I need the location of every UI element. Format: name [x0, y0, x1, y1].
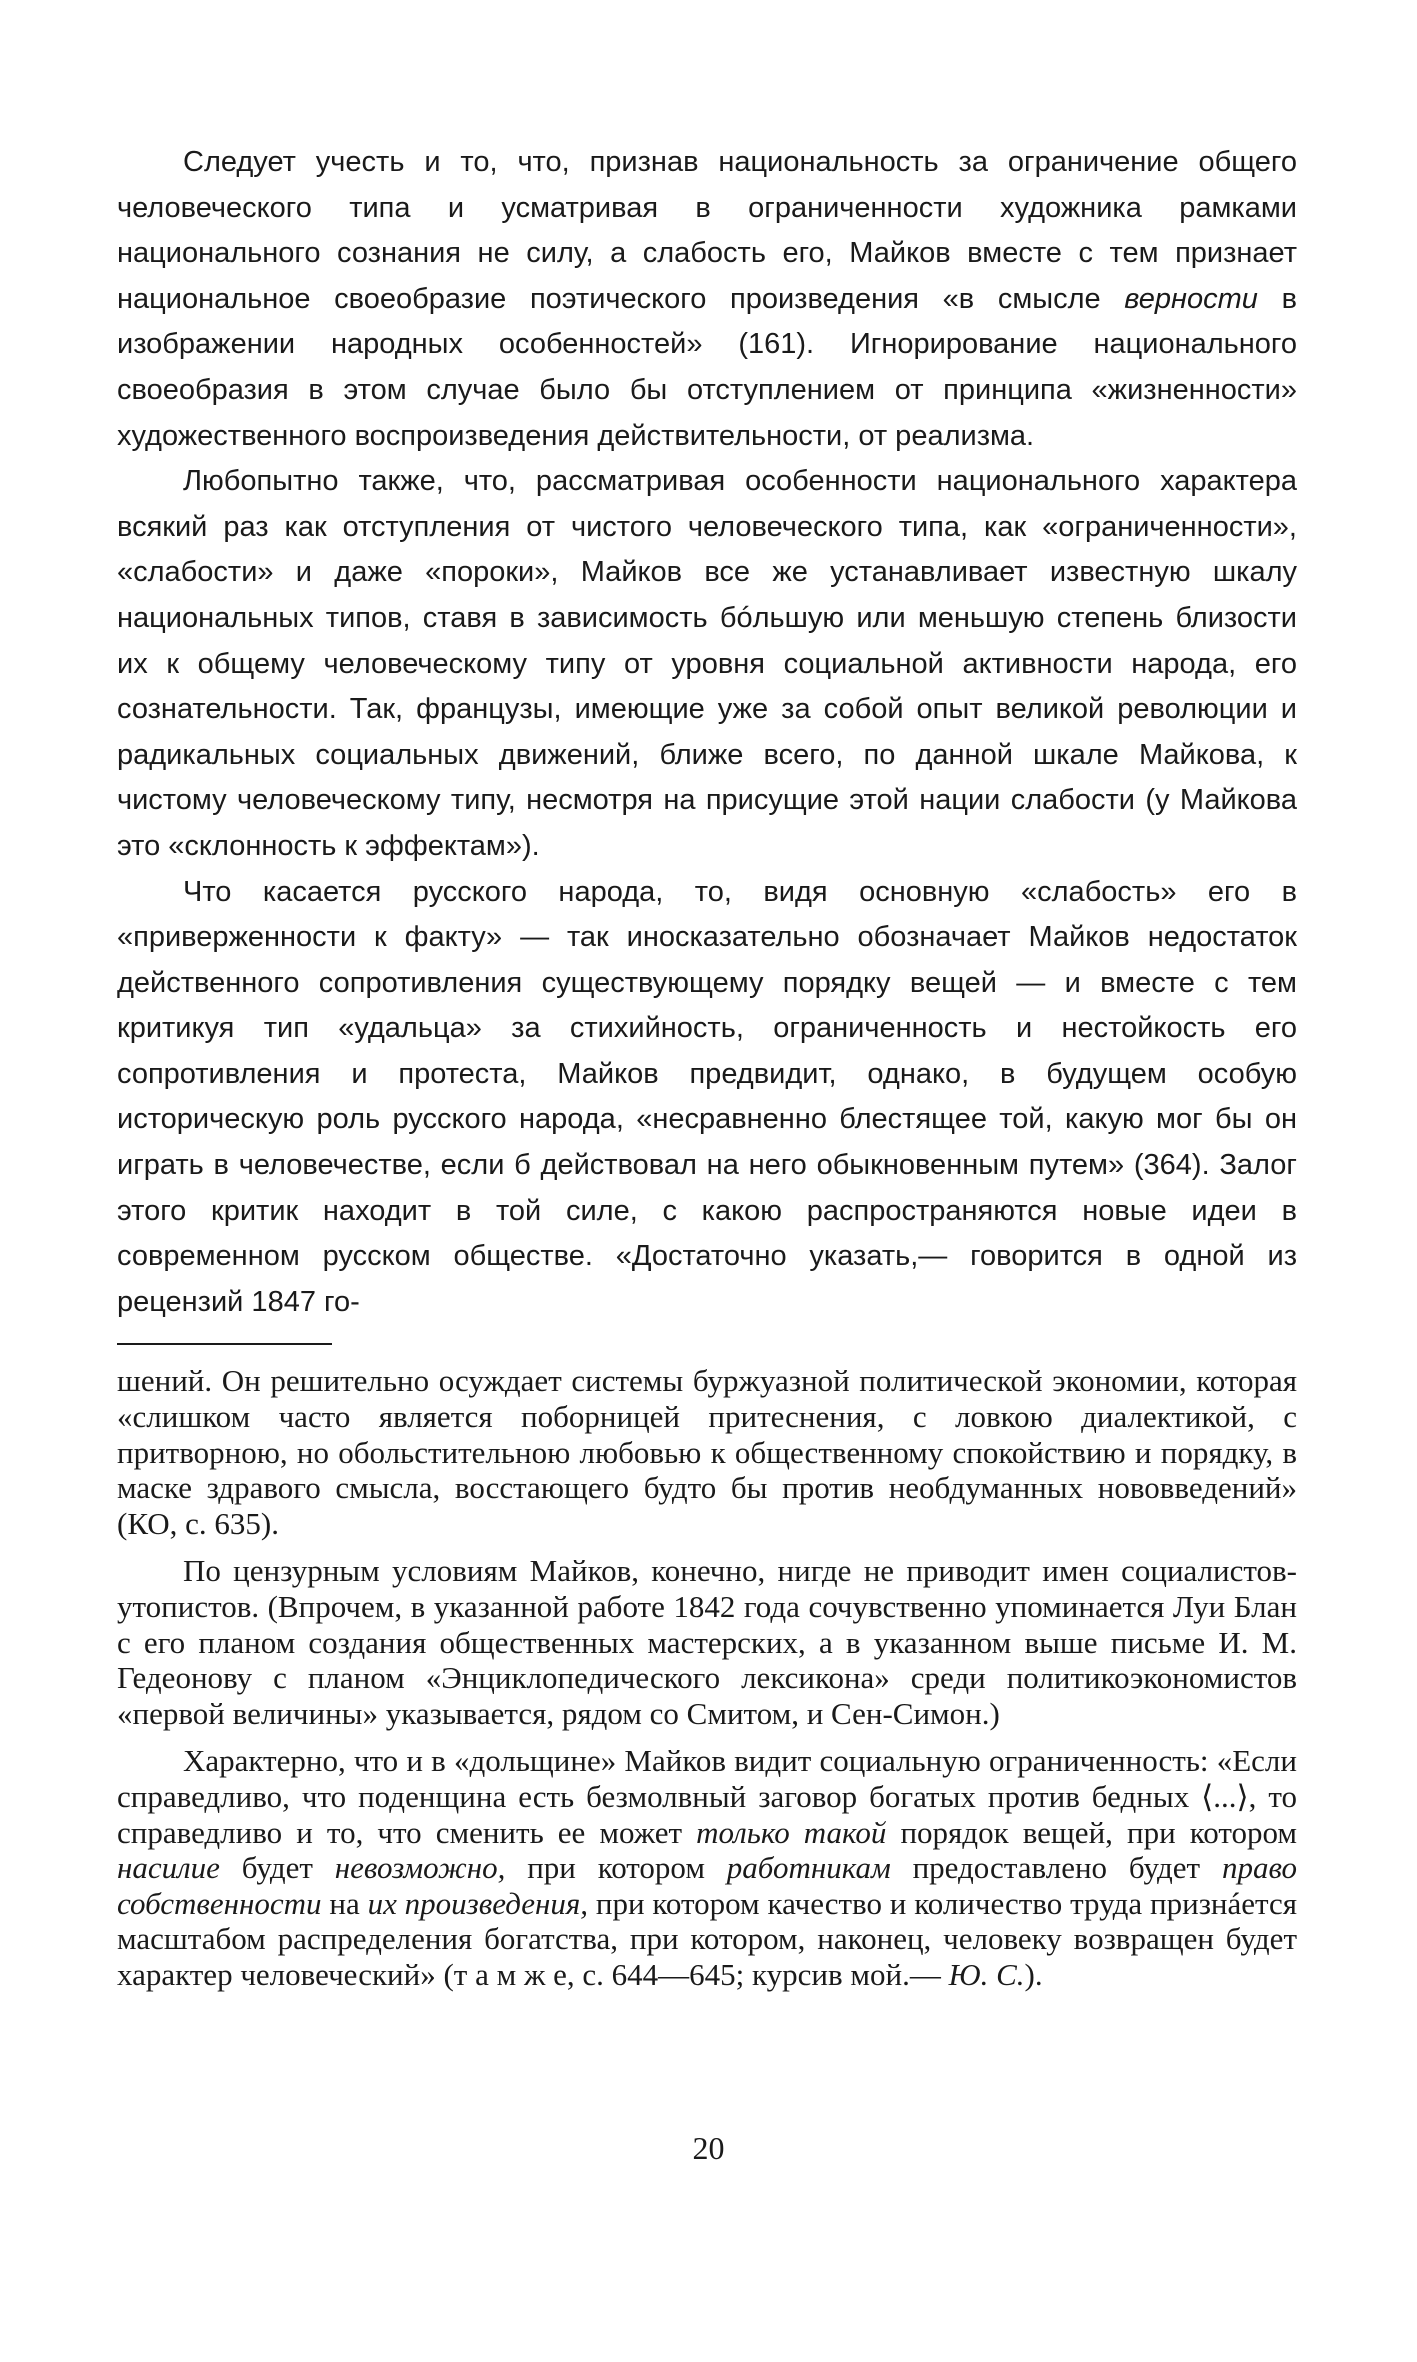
footnote-text: порядок вещей, при котором [886, 1814, 1297, 1850]
footnote-paragraph-3 [117, 1743, 1297, 1992]
italic-emphasis: работникам [726, 1850, 891, 1886]
footnote-continuation: шений. Он решительно осуждает системы буржуазной политической экономии, которая «слишком часто является поборницей притеснения, с ловкою диалектикой, с притворною, но обольстительною любовью к общественному спокойствию и порядку, в маске здравого смысла, восстающего будто бы против необдуманных нововведений» (КО, с. 635). [117, 1363, 1297, 1541]
italic-emphasis: только такой [696, 1814, 887, 1850]
footnote-text: будет [219, 1850, 335, 1886]
page-content [117, 140, 1297, 2005]
paragraph-2: Любопытно также, что, рассматривая особенности национального характера всякий раз как отступления от чистого человеческого типа, как «ограниченности», «слабости» и даже «пороки», Майков все же устанавливает известную шкалу национальных типов, ставя в зависимость бóльшую или меньшую степень близости их к общему человеческому типу от уровня социальной активности народа, его сознательности. Так, французы, имеющие уже за собой опыт великой революции и радикальных социальных движений, ближе всего, по данной шкале Майкова, к чистому человеческому типу, несмотря на присущие этой нации слабости (у Майкова это «склонность к эффектам»). [117, 465, 1297, 862]
footnote-text: Характерно, что и в «дольщине» Майков видит социальную ограниченность: «Если справедливо, что поденщина есть безмолвный заговор богатых против бедных ⟨...⟩, то справедливо и то, что сменить ее может [117, 1743, 1297, 1850]
footnote-paragraph-2: По цензурным условиям Майков, конечно, нигде не приводит имен социалистов-утопистов. (Впрочем, в указанной работе 1842 года сочувственно упоминается Луи Блан с его планом создания общественных мастерских, а в указанном выше письме И. М. Гедеонову с планом «Энциклопедического лексикона» среди политикоэкономистов «первой величины» указывается, рядом со Смитом, и Сен-Симон.) [117, 1553, 1297, 1731]
footnotes [117, 1363, 1297, 1992]
footnote-text: ). [1024, 1956, 1043, 1992]
italic-emphasis: невозможно, [334, 1850, 506, 1886]
paragraph-1-text-a: Следует учесть и то, что, признав национальность за ограничение общего человеческого типа и усматривая в ограниченности художника рамками национального сознания не силу, а слабость его, Майков вместе с тем признает национальное своеобразие поэтического произведения «в смысле [117, 146, 1297, 315]
footnote-text: на [321, 1885, 368, 1921]
main-text [117, 140, 1297, 1325]
footnote-text: при котором качество и количество труда признáется масштабом распределения богатства, при котором, наконец, человеку возвращен будет характер человеческий» (т а м ж е, с. 644—645; курсив мой.— [117, 1885, 1297, 1992]
paragraph-1 [117, 140, 1297, 459]
italic-emphasis: Ю. С. [948, 1956, 1025, 1992]
page-number: 20 [692, 2130, 725, 2166]
italic-emphasis: насилие [117, 1850, 220, 1886]
paragraph-3: Что касается русского народа, то, видя основную «слабость» его в «приверженности к факту» — так иносказательно обозначает Майков недостаток действенного сопротивления существующему порядку вещей — и вместе с тем критикуя тип «удальца» за стихийность, ограниченность и нестойкость его сопротивления и протеста, Майков предвидит, однако, в будущем особую историческую роль русского народа, «несравненно блестящее той, какую мог бы он играть в человечестве, если б действовал на него обыкновенным путем» (364). Залог этого критик находит в той силе, с какою распространяются новые идеи в современном русском обществе. «Достаточно указать,— говорится в одной из рецензий 1847 го- [117, 875, 1297, 1318]
footnote-divider [117, 1343, 332, 1345]
footnote-text: при котором [505, 1850, 727, 1886]
italic-emphasis: их произведения, [367, 1885, 589, 1921]
footnote-text: предоставлено будет [890, 1850, 1222, 1886]
italic-emphasis: право собственности [117, 1850, 1297, 1921]
italic-emphasis: верности [1124, 282, 1258, 315]
paragraph-1-text-b: в изображении народных особенностей» (161). Игнорирование национального своеобразия в этом случае было бы отступлением от принципа «жизненности» художественного воспроизведения действительности, от реализма. [117, 282, 1297, 452]
